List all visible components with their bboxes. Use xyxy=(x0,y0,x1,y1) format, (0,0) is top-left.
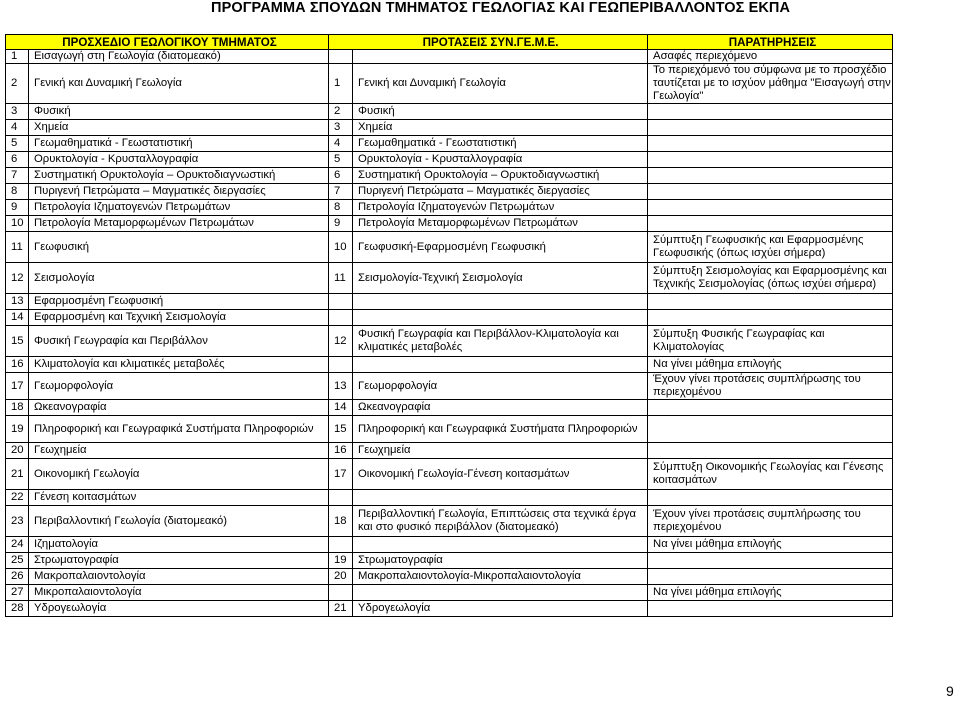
row-number: 28 xyxy=(6,601,29,617)
course-title: Σεισμολογία xyxy=(29,263,329,294)
proposal-number: 15 xyxy=(329,416,353,443)
row-number: 3 xyxy=(6,104,29,120)
table-row xyxy=(6,263,893,294)
row-number: 9 xyxy=(6,200,29,216)
course-title: Πληροφορική και Γεωγραφικά Συστήματα Πληροφοριών xyxy=(29,416,329,443)
course-title: Γεωμαθηματικά - Γεωστατιστική xyxy=(29,136,329,152)
course-title: Περιβαλλοντική Γεωλογία (διατομεακό) xyxy=(29,506,329,537)
course-title: Γένεση κοιτασμάτων xyxy=(29,490,329,506)
table-header-row xyxy=(6,35,893,50)
table-row xyxy=(6,585,893,601)
table-row xyxy=(6,373,893,400)
proposal-number xyxy=(329,50,353,64)
proposal-number: 4 xyxy=(329,136,353,152)
table-row xyxy=(6,120,893,136)
remark: Να γίνει μάθημα επιλογής xyxy=(648,585,893,601)
proposal-title xyxy=(353,294,648,310)
remark: Να γίνει μάθημα επιλογής xyxy=(648,357,893,373)
remark: Έχουν γίνει προτάσεις συμπλήρωσης του περιεχομένου xyxy=(648,373,893,400)
course-title: Ορυκτολογία - Κρυσταλλογραφία xyxy=(29,152,329,168)
row-number: 17 xyxy=(6,373,29,400)
table-row xyxy=(6,506,893,537)
remark: Να γίνει μάθημα επιλογής xyxy=(648,537,893,553)
course-title: Γεωχημεία xyxy=(29,443,329,459)
proposal-title: Συστηματική Ορυκτολογία – Ορυκτοδιαγνωστική xyxy=(353,168,648,184)
remark xyxy=(648,152,893,168)
row-number: 6 xyxy=(6,152,29,168)
course-title: Πυριγενή Πετρώματα – Μαγματικές διεργασίες xyxy=(29,184,329,200)
row-number: 19 xyxy=(6,416,29,443)
proposal-number: 6 xyxy=(329,168,353,184)
course-title: Φυσική xyxy=(29,104,329,120)
proposal-title: Γεωχημεία xyxy=(353,443,648,459)
proposal-number: 14 xyxy=(329,400,353,416)
remark: Σύμπτυξη Γεωφυσικής και Εφαρμοσμένης Γεωφυσικής (όπως ισχύει σήμερα) xyxy=(648,232,893,263)
remark: Σύμπτυξη Οικονομικής Γεωλογίας και Γένεσης κοιτασμάτων xyxy=(648,459,893,490)
course-title: Μακροπαλαιοντολογία xyxy=(29,569,329,585)
remark xyxy=(648,136,893,152)
proposal-title: Υδρογεωλογία xyxy=(353,601,648,617)
course-title: Υδρογεωλογία xyxy=(29,601,329,617)
table-row xyxy=(6,553,893,569)
remark xyxy=(648,416,893,443)
row-number: 4 xyxy=(6,120,29,136)
proposal-title: Γεωφυσική-Εφαρμοσμένη Γεωφυσική xyxy=(353,232,648,263)
proposal-number: 20 xyxy=(329,569,353,585)
row-number: 11 xyxy=(6,232,29,263)
course-title: Οικονομική Γεωλογία xyxy=(29,459,329,490)
row-number: 21 xyxy=(6,459,29,490)
proposal-title: Πετρολογία Μεταμορφωμένων Πετρωμάτων xyxy=(353,216,648,232)
course-title: Γεωφυσική xyxy=(29,232,329,263)
course-title: Ιζηματολογία xyxy=(29,537,329,553)
row-number: 7 xyxy=(6,168,29,184)
proposal-number: 10 xyxy=(329,232,353,263)
page-title: ΠΡΟΓΡΑΜΜΑ ΣΠΟΥΔΩΝ ΤΜΗΜΑΤΟΣ ΓΕΩΛΟΓΙΑΣ ΚΑΙ ΓΕΩΠΕΡΙΒΑΛΛΟΝΤΟΣ ΕΚΠΑ xyxy=(211,0,791,16)
course-title: Μικροπαλαιοντολογία xyxy=(29,585,329,601)
table-row xyxy=(6,443,893,459)
row-number: 8 xyxy=(6,184,29,200)
proposal-number: 1 xyxy=(329,64,353,104)
course-title: Πετρολογία Ιζηματογενών Πετρωμάτων xyxy=(29,200,329,216)
table-row xyxy=(6,184,893,200)
course-title: Συστηματική Ορυκτολογία – Ορυκτοδιαγνωστική xyxy=(29,168,329,184)
remark: Ασαφές περιεχόμενο xyxy=(648,50,893,64)
proposal-number xyxy=(329,537,353,553)
remark: Το περιεχόμενό του σύμφωνα με το προσχέδιο ταυτίζεται με το ισχύον μάθημα "Εισαγωγή στην Γεωλογία" xyxy=(648,64,893,104)
row-number: 25 xyxy=(6,553,29,569)
curriculum-table xyxy=(5,34,893,617)
table-row xyxy=(6,294,893,310)
remark xyxy=(648,216,893,232)
header-notes: ΠΑΡΑΤΗΡΗΣΕΙΣ xyxy=(648,35,893,50)
proposal-title: Χημεία xyxy=(353,120,648,136)
remark xyxy=(648,310,893,326)
proposal-number xyxy=(329,585,353,601)
row-number: 5 xyxy=(6,136,29,152)
proposal-title: Φυσική xyxy=(353,104,648,120)
proposal-title: Πυριγενή Πετρώματα – Μαγματικές διεργασίες xyxy=(353,184,648,200)
remark xyxy=(648,120,893,136)
proposal-title xyxy=(353,310,648,326)
proposal-title: Φυσική Γεωγραφία και Περιβάλλον-Κλιματολογία και κλιματικές μεταβολές xyxy=(353,326,648,357)
proposal-number: 13 xyxy=(329,373,353,400)
table-row xyxy=(6,216,893,232)
proposal-title: Ορυκτολογία - Κρυσταλλογραφία xyxy=(353,152,648,168)
row-number: 18 xyxy=(6,400,29,416)
remark xyxy=(648,569,893,585)
table-row xyxy=(6,136,893,152)
table-row xyxy=(6,490,893,506)
remark xyxy=(648,200,893,216)
proposal-number: 19 xyxy=(329,553,353,569)
table-row xyxy=(6,200,893,216)
remark xyxy=(648,168,893,184)
remark xyxy=(648,490,893,506)
proposal-number: 5 xyxy=(329,152,353,168)
table-row xyxy=(6,569,893,585)
remark: Έχουν γίνει προτάσεις συμπλήρωσης του περιεχομένου xyxy=(648,506,893,537)
row-number: 2 xyxy=(6,64,29,104)
proposal-title: Οικονομική Γεωλογία-Γένεση κοιτασμάτων xyxy=(353,459,648,490)
row-number: 14 xyxy=(6,310,29,326)
proposal-title xyxy=(353,50,648,64)
table-row xyxy=(6,537,893,553)
proposal-title: Περιβαλλοντική Γεωλογία, Επιπτώσεις στα τεχνικά έργα και στο φυσικό περιβάλλον (διατομεακό) xyxy=(353,506,648,537)
proposal-title: Ωκεανογραφία xyxy=(353,400,648,416)
proposal-number: 9 xyxy=(329,216,353,232)
row-number: 12 xyxy=(6,263,29,294)
proposal-title xyxy=(353,490,648,506)
proposal-number: 2 xyxy=(329,104,353,120)
row-number: 1 xyxy=(6,50,29,64)
header-proposals: ΠΡΟΤΑΣΕΙΣ ΣΥΝ.ΓΕ.Μ.Ε. xyxy=(329,35,648,50)
proposal-number: 16 xyxy=(329,443,353,459)
proposal-number xyxy=(329,357,353,373)
table-row xyxy=(6,64,893,104)
proposal-title xyxy=(353,357,648,373)
row-number: 10 xyxy=(6,216,29,232)
course-title: Γενική και Δυναμική Γεωλογία xyxy=(29,64,329,104)
remark xyxy=(648,294,893,310)
proposal-number: 8 xyxy=(329,200,353,216)
row-number: 27 xyxy=(6,585,29,601)
table-row xyxy=(6,459,893,490)
proposal-title: Σεισμολογία-Τεχνική Σεισμολογία xyxy=(353,263,648,294)
table-row xyxy=(6,326,893,357)
proposal-number xyxy=(329,310,353,326)
page-number: 9 xyxy=(946,683,954,699)
row-number: 22 xyxy=(6,490,29,506)
table-row xyxy=(6,50,893,64)
table-row xyxy=(6,232,893,263)
table-row xyxy=(6,152,893,168)
remark: Σύμπτυξη Σεισμολογίας και Εφαρμοσμένης και Τεχνικής Σεισμολογίας (όπως ισχύει σήμερα) xyxy=(648,263,893,294)
proposal-title xyxy=(353,537,648,553)
proposal-number: 21 xyxy=(329,601,353,617)
remark xyxy=(648,104,893,120)
remark: Σύμπυξη Φυσικής Γεωγραφίας και Κλιματολογίας xyxy=(648,326,893,357)
row-number: 20 xyxy=(6,443,29,459)
row-number: 23 xyxy=(6,506,29,537)
course-title: Ωκεανογραφία xyxy=(29,400,329,416)
course-title: Εφαρμοσμένη Γεωφυσική xyxy=(29,294,329,310)
table-row xyxy=(6,104,893,120)
remark xyxy=(648,553,893,569)
proposal-number: 18 xyxy=(329,506,353,537)
course-title: Εισαγωγή στη Γεωλογία (διατομεακό) xyxy=(29,50,329,64)
row-number: 15 xyxy=(6,326,29,357)
proposal-number: 12 xyxy=(329,326,353,357)
course-title: Χημεία xyxy=(29,120,329,136)
proposal-title: Στρωματογραφία xyxy=(353,553,648,569)
course-title: Στρωματογραφία xyxy=(29,553,329,569)
proposal-title: Γενική και Δυναμική Γεωλογία xyxy=(353,64,648,104)
course-title: Φυσική Γεωγραφία και Περιβάλλον xyxy=(29,326,329,357)
remark xyxy=(648,601,893,617)
course-title: Εφαρμοσμένη και Τεχνική Σεισμολογία xyxy=(29,310,329,326)
header-dept: ΠΡΟΣΧΕΔΙΟ ΓΕΩΛΟΓΙΚΟΥ ΤΜΗΜΑΤΟΣ xyxy=(6,35,329,50)
table-row xyxy=(6,310,893,326)
proposal-title: Πληροφορική και Γεωγραφικά Συστήματα Πληροφοριών xyxy=(353,416,648,443)
proposal-title xyxy=(353,585,648,601)
proposal-number xyxy=(329,490,353,506)
proposal-title: Πετρολογία Ιζηματογενών Πετρωμάτων xyxy=(353,200,648,216)
course-title: Γεωμορφολογία xyxy=(29,373,329,400)
proposal-number: 3 xyxy=(329,120,353,136)
proposal-number: 7 xyxy=(329,184,353,200)
proposal-number: 17 xyxy=(329,459,353,490)
table-row xyxy=(6,416,893,443)
proposal-number xyxy=(329,294,353,310)
proposal-title: Γεωμαθηματικά - Γεωστατιστική xyxy=(353,136,648,152)
table-row xyxy=(6,168,893,184)
proposal-number: 11 xyxy=(329,263,353,294)
table-row xyxy=(6,357,893,373)
row-number: 16 xyxy=(6,357,29,373)
remark xyxy=(648,184,893,200)
remark xyxy=(648,443,893,459)
proposal-title: Γεωμορφολογία xyxy=(353,373,648,400)
table-row xyxy=(6,400,893,416)
course-title: Πετρολογία Μεταμορφωμένων Πετρωμάτων xyxy=(29,216,329,232)
remark xyxy=(648,400,893,416)
proposal-title: Μακροπαλαιοντολογία-Μικροπαλαιοντολογία xyxy=(353,569,648,585)
course-title: Κλιματολογία και κλιματικές μεταβολές xyxy=(29,357,329,373)
row-number: 24 xyxy=(6,537,29,553)
row-number: 13 xyxy=(6,294,29,310)
row-number: 26 xyxy=(6,569,29,585)
table-row xyxy=(6,601,893,617)
